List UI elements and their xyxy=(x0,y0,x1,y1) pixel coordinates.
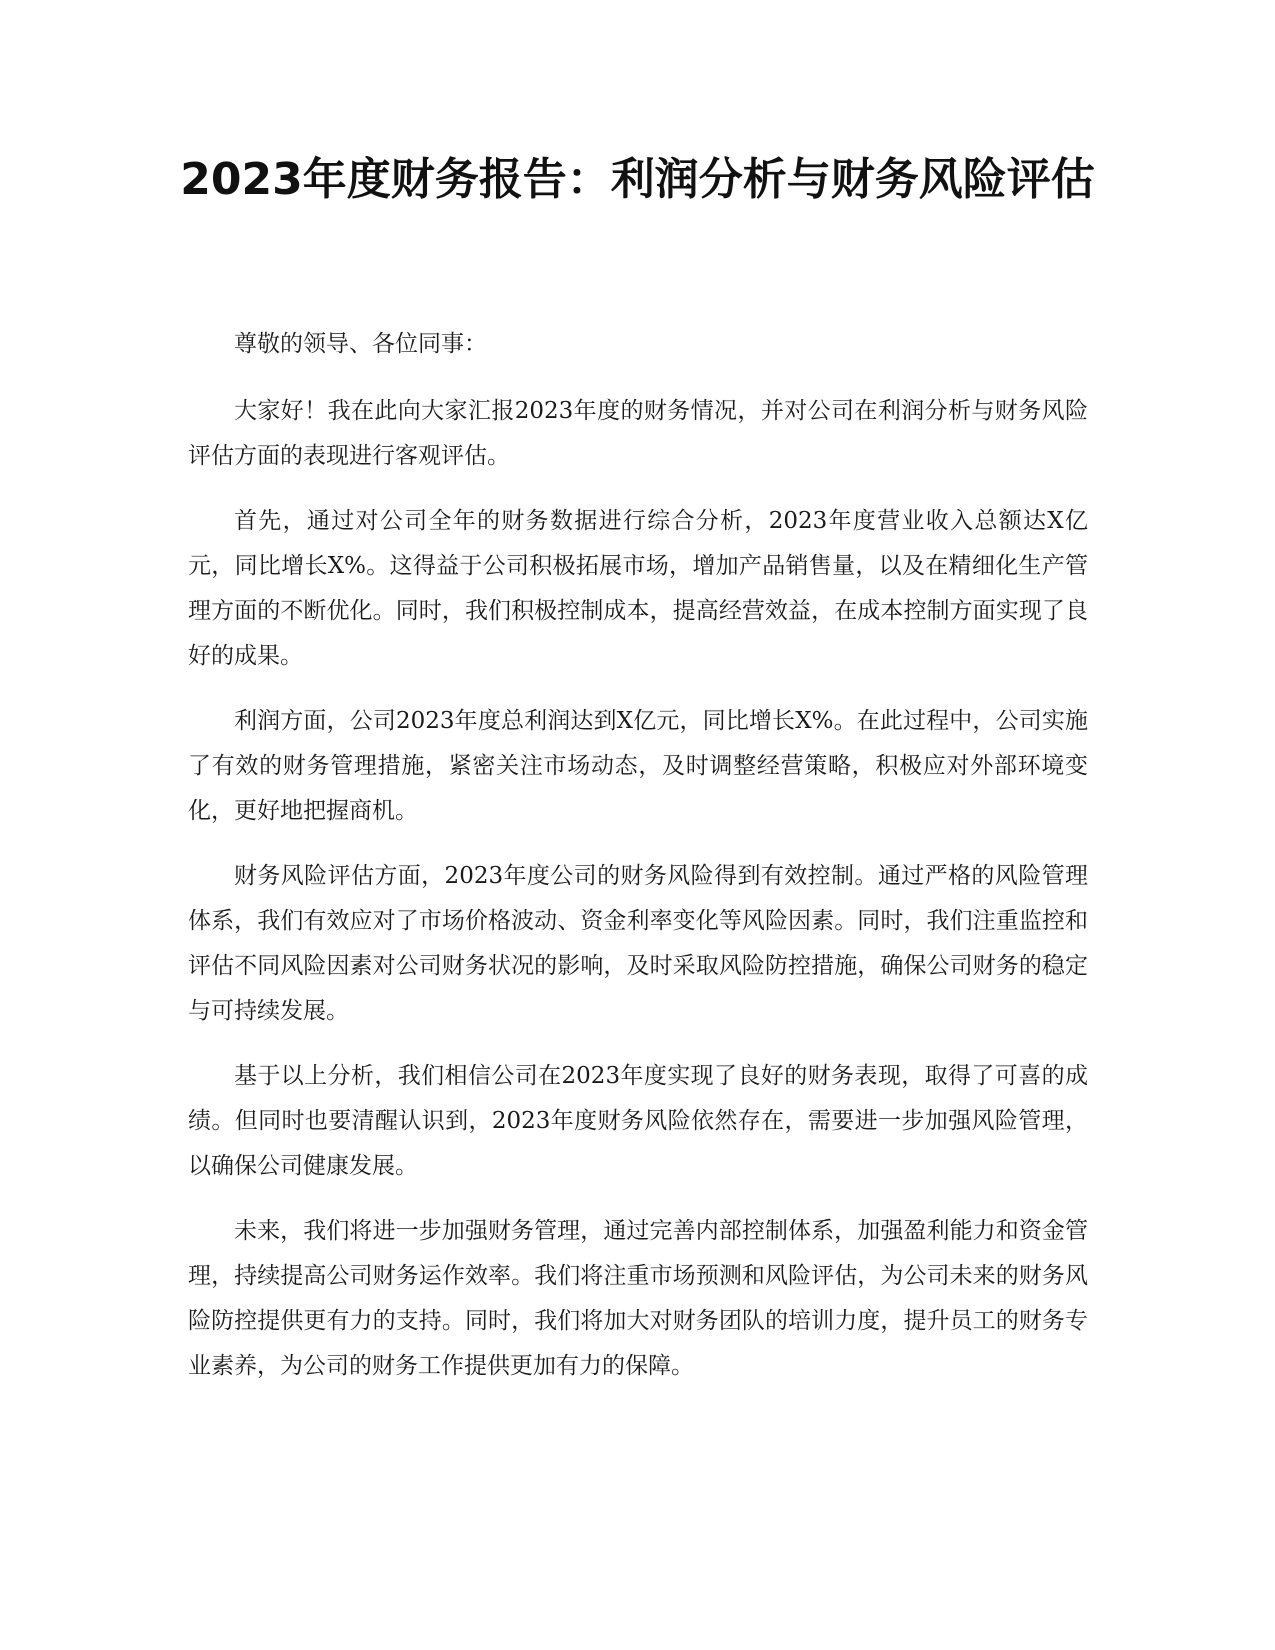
paragraph-conclusion: 基于以上分析，我们相信公司在2023年度实现了良好的财务表现，取得了可喜的成绩。但同时也要清醒认识到，2023年度财务风险依然存在，需要进一步加强风险管理，以确保公司健康发展。 xyxy=(188,1063,1088,1179)
paragraph-future-plans: 未来，我们将进一步加强财务管理，通过完善内部控制体系，加强盈利能力和资金管理，持续提高公司财务运作效率。我们将注重市场预测和风险评估，为公司未来的财务风险防控提供更有力的支持。同时，我们将加大对财务团队的培训力度，提升员工的财务专业素养，为公司的财务工作提供更加有力的保障。 xyxy=(188,1218,1088,1379)
paragraph-greeting: 大家好！我在此向大家汇报2023年度的财务情况，并对公司在利润分析与财务风险评估方面的表现进行客观评估。 xyxy=(188,398,1088,469)
paragraph-revenue: 首先，通过对公司全年的财务数据进行综合分析，2023年度营业收入总额达X亿元，同比增长X%。这得益于公司积极拓展市场，增加产品销售量，以及在精细化生产管理方面的不断优化。同时，我们积极控制成本，提高经营效益，在成本控制方面实现了良好的成果。 xyxy=(188,508,1088,669)
salutation: 尊敬的领导、各位同事： xyxy=(234,331,487,357)
paragraph-profit: 利润方面，公司2023年度总利润达到X亿元，同比增长X%。在此过程中，公司实施了有效的财务管理措施，紧密关注市场动态，及时调整经营策略，积极应对外部环境变化，更好地把握商机。 xyxy=(188,708,1088,824)
document-body xyxy=(188,322,1088,1409)
paragraph-risk-assessment: 财务风险评估方面，2023年度公司的财务风险得到有效控制。通过严格的风险管理体系，我们有效应对了市场价格波动、资金利率变化等风险因素。同时，我们注重监控和评估不同风险因素对公司财务状况的影响，及时采取风险防控措施，确保公司财务的稳定与可持续发展。 xyxy=(188,863,1088,1024)
document-title: 2023年度财务报告：利润分析与财务风险评估 xyxy=(180,154,1095,205)
